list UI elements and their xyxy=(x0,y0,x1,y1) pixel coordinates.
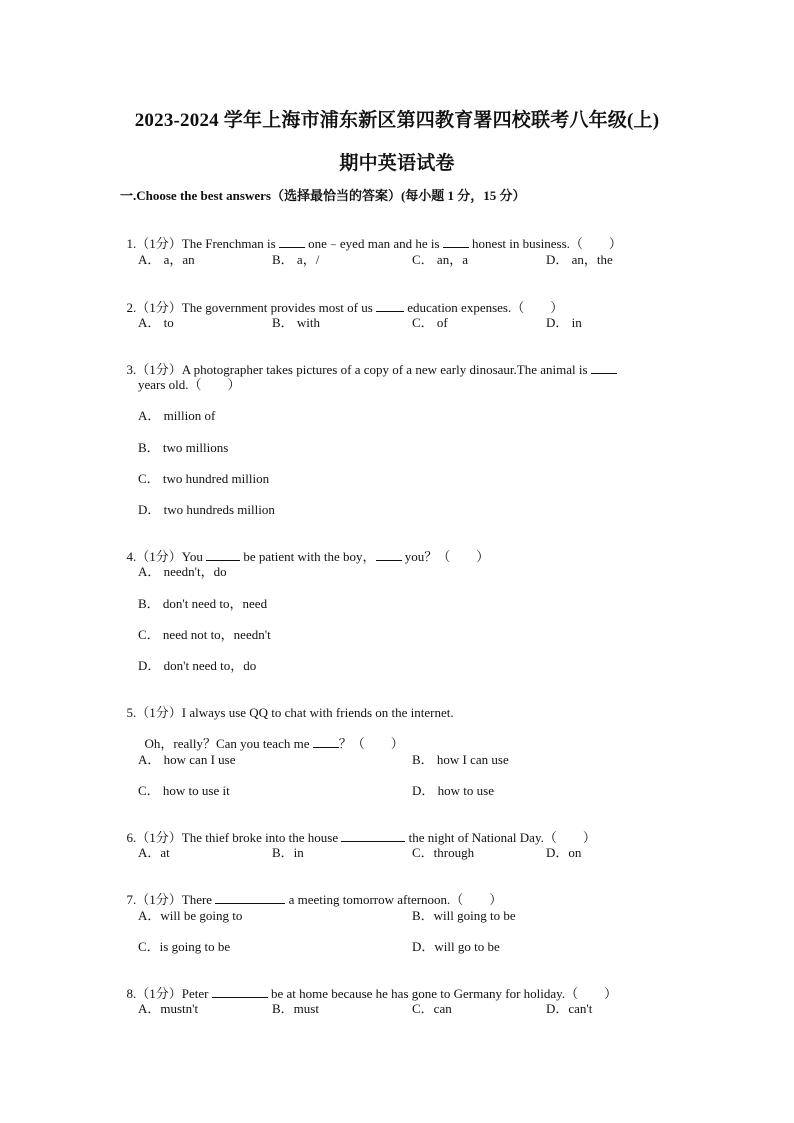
option-c[interactable]: C． two hundred million xyxy=(138,471,270,486)
question-3-continued: years old.（ ） xyxy=(138,377,241,392)
option-d[interactable]: D．on xyxy=(546,845,582,860)
question-number: 3. xyxy=(126,362,137,377)
question-score: （1分） xyxy=(136,892,182,907)
answer-blank xyxy=(279,236,305,248)
question-8 xyxy=(120,967,617,1002)
option-c[interactable]: C． need not to，needn't xyxy=(138,627,271,642)
option-d[interactable]: D． don't need to，do xyxy=(138,658,257,673)
question-text: be at home because he has gone to Germany for holiday.（ ） xyxy=(267,986,618,1001)
option-b[interactable]: B． a，/ xyxy=(272,252,320,267)
question-text: one﹣eyed man and he is xyxy=(304,236,443,251)
option-d[interactable]: D．can't xyxy=(546,1001,593,1016)
option-c[interactable]: C． of xyxy=(412,315,448,330)
question-score: （1分） xyxy=(136,549,182,564)
option-c[interactable]: C． an，a xyxy=(412,252,468,267)
question-number: 2. xyxy=(126,300,137,315)
question-text: Oh，really？Can you teach me xyxy=(144,736,313,751)
answer-blank xyxy=(376,300,404,312)
question-number: 1. xyxy=(126,236,137,251)
option-b[interactable]: B． don't need to，need xyxy=(138,596,268,611)
option-a[interactable]: A．at xyxy=(138,845,170,860)
option-d[interactable]: D． two hundreds million xyxy=(138,502,275,517)
option-a[interactable]: A．will be going to xyxy=(138,908,243,923)
question-text: There xyxy=(181,892,216,907)
question-text: honest in business.（ ） xyxy=(468,236,622,251)
question-text: I always use QQ to chat with friends on the internet. xyxy=(181,705,454,720)
question-text: A photographer takes pictures of a copy of a new early dinosaur.The animal is xyxy=(181,362,591,377)
option-c[interactable]: C．can xyxy=(412,1001,452,1016)
answer-blank xyxy=(376,549,402,561)
option-b[interactable]: B．must xyxy=(272,1001,319,1016)
section-heading: 一.Choose the best answers（选择最恰当的答案）(每小题 1 分，15 分） xyxy=(120,188,526,203)
question-3 xyxy=(120,343,617,378)
question-4 xyxy=(120,530,489,565)
option-b[interactable]: B．will going to be xyxy=(412,908,516,923)
question-text: You xyxy=(181,549,207,564)
question-score: （1分） xyxy=(136,236,182,251)
answer-blank xyxy=(313,736,339,748)
question-text: The Frenchman is xyxy=(181,236,279,251)
question-2 xyxy=(120,281,563,316)
answer-blank xyxy=(443,236,469,248)
option-a[interactable]: A． needn't，do xyxy=(138,564,227,579)
question-score: （1分） xyxy=(136,300,182,315)
answer-blank xyxy=(341,830,405,842)
exam-title-line1: 2023-2024 学年上海市浦东新区第四教育署四校联考八年级(上) xyxy=(134,110,660,131)
exam-title-line2: 期中英语试卷 xyxy=(339,153,455,174)
answer-blank xyxy=(206,549,240,561)
answer-blank xyxy=(212,986,268,998)
question-score: （1分） xyxy=(136,705,182,720)
question-text: you？（ ） xyxy=(401,549,490,564)
question-text: The government provides most of us xyxy=(181,300,377,315)
question-7 xyxy=(120,873,502,908)
question-text: education expenses.（ ） xyxy=(404,300,564,315)
question-1 xyxy=(120,217,622,252)
question-number: 5. xyxy=(126,705,137,720)
option-a[interactable]: A． how can I use xyxy=(138,752,236,767)
option-b[interactable]: B．in xyxy=(272,845,304,860)
question-score: （1分） xyxy=(136,986,182,1001)
answer-blank xyxy=(591,362,617,374)
question-text: be patient with the boy， xyxy=(240,549,376,564)
option-c[interactable]: C． how to use it xyxy=(138,783,230,798)
option-d[interactable]: D．will go to be xyxy=(412,939,500,954)
option-c[interactable]: C．is going to be xyxy=(138,939,231,954)
option-b[interactable]: B． how I can use xyxy=(412,752,509,767)
question-text: ？（ ） xyxy=(338,736,404,751)
question-number: 8. xyxy=(126,986,137,1001)
option-d[interactable]: D． how to use xyxy=(412,783,494,798)
option-a[interactable]: A． to xyxy=(138,315,174,330)
question-number: 6. xyxy=(126,830,137,845)
question-5 xyxy=(120,686,454,721)
answer-blank xyxy=(215,892,285,904)
question-text: a meeting tomorrow afternoon.（ ） xyxy=(285,892,503,907)
question-text: the night of National Day.（ ） xyxy=(405,830,596,845)
option-a[interactable]: A． a，an xyxy=(138,252,195,267)
question-number: 4. xyxy=(126,549,137,564)
question-5-reply xyxy=(138,717,404,752)
question-text: The thief broke into the house xyxy=(181,830,342,845)
option-a[interactable]: A． million of xyxy=(138,408,216,423)
option-b[interactable]: B． two millions xyxy=(138,440,229,455)
option-d[interactable]: D． an，the xyxy=(546,252,613,267)
question-score: （1分） xyxy=(136,362,182,377)
option-a[interactable]: A．mustn't xyxy=(138,1001,199,1016)
option-c[interactable]: C．through xyxy=(412,845,475,860)
question-score: （1分） xyxy=(136,830,182,845)
option-d[interactable]: D． in xyxy=(546,315,582,330)
question-6 xyxy=(120,811,596,846)
question-number: 7. xyxy=(126,892,137,907)
question-text: Peter xyxy=(181,986,212,1001)
option-b[interactable]: B． with xyxy=(272,315,321,330)
